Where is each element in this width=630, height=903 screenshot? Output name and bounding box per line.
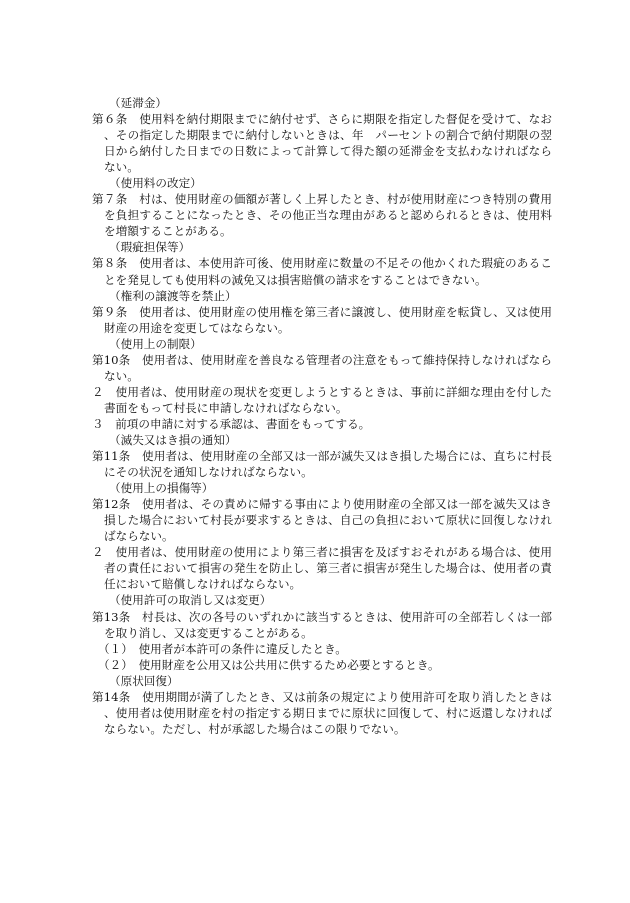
article-caption-9: （権利の譲渡等を禁止） (109, 288, 237, 303)
article-6: 第６条 使用料を納付期限までに納付せず、さらに期限を指定した督促を受けて、なお、その指定した期限までに納付しないときは、年 パーセントの割合で納付期限の翌日から納付した日までの日数によって計算して得た額の延滞金を支払わなければならない。 (92, 112, 552, 175)
article-12-paragraph-2: ２ 使用者は、使用財産の使用により第三者に損害を及ぼすおそれがある場合は、使用者の責任において損害の発生を防止し、第三者に損害が発生した場合は、使用者の責任において賠償しなければならない。 (92, 545, 552, 592)
article-caption-14: （原状回復） (109, 673, 179, 688)
article-13-item-2: （２） 使用財産を公用又は公共用に供するため必要とするとき。 (98, 657, 440, 672)
article-14: 第14条 使用期間が満了したとき、又は前条の規定により使用許可を取り消したときは、使用者は使用財産を村の指定する期日までに原状に回復して、村に返還しなければならない。ただし、村が承認した場合はこの限りでない。 (92, 689, 552, 736)
article-8: 第８条 使用者は、本使用許可後、使用財産に数量の不足その他かくれた瑕疵のあることを発見しても使用料の減免又は損害賠償の請求をすることはできない。 (92, 256, 552, 287)
article-13-item-1: （１） 使用者が本許可の条件に違反したとき。 (98, 641, 347, 656)
article-11: 第11条 使用者は、使用財産の全部又は一部が滅失又はき損した場合には、直ちに村長にその状況を通知しなければならない。 (92, 449, 552, 480)
article-caption-8: （瑕疵担保等） (109, 240, 191, 255)
article-12: 第12条 使用者は、その責めに帰する事由により使用財産の全部又は一部を滅失又はき損した場合において村長が要求するときは、自己の負担において原状に回復しなければならない。 (92, 497, 552, 544)
article-9: 第９条 使用者は、使用財産の使用権を第三者に譲渡し、使用財産を転貸し、又は使用財産の用途を変更してはならない。 (92, 304, 552, 335)
article-10-paragraph-2: ２ 使用者は、使用財産の現状を変更しようとするときは、事前に詳細な理由を付した書面をもって村長に申請しなければならない。 (92, 384, 552, 415)
article-13: 第13条 村長は、次の各号のいずれかに該当するときは、使用許可の全部若しくは一部を取り消し、又は変更することがある。 (92, 609, 552, 640)
article-caption-10: （使用上の制限） (109, 336, 202, 351)
article-10: 第10条 使用者は、使用財産を善良なる管理者の注意をもって維持保持しなければならない。 (92, 352, 552, 383)
article-7: 第７条 村は、使用財産の価額が著しく上昇したとき、村が使用財産につき特別の費用を負担することになったとき、その他正当な理由があると認められるときは、使用料を増額することがある。 (92, 192, 552, 239)
article-caption-13: （使用許可の取消し又は変更） (109, 593, 272, 608)
article-10-paragraph-3: ３ 前項の申請に対する承認は、書面をもってする。 (92, 416, 371, 431)
article-caption-12: （使用上の損傷等） (109, 481, 214, 496)
document-body (92, 95, 552, 737)
article-caption-11: （滅失又はき損の通知） (109, 432, 237, 447)
article-caption-7: （使用料の改定） (109, 176, 202, 191)
article-caption-6: （延滞金） (109, 96, 167, 110)
